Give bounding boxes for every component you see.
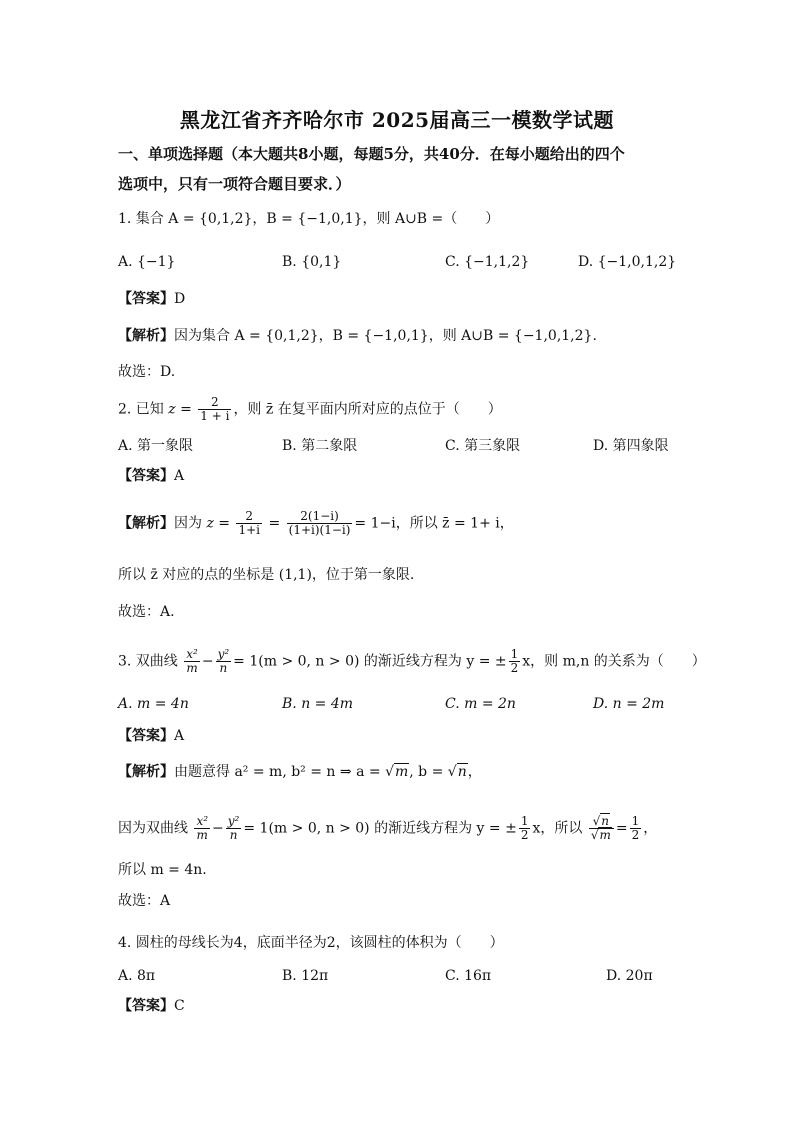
fraction-denominator: 2 — [510, 661, 519, 675]
q2-stem — [118, 396, 502, 423]
q3-option-c: C. m = 2n — [445, 696, 516, 712]
sqrt-m: √m — [385, 764, 409, 780]
analysis-label: 【解析】 — [118, 328, 174, 344]
q3-analysis — [118, 762, 482, 782]
q2-coordinate-line: 所以 z̄ 对应的点的坐标是 (1,1)，位于第一象限. — [118, 567, 415, 583]
fraction-numerator: 2 — [236, 510, 262, 524]
q3-line2-fraction-result — [630, 815, 642, 842]
fraction-numerator: 1 — [520, 814, 529, 828]
q1-conclusion: 故选：D. — [118, 364, 176, 380]
q3-stem-fraction-x — [184, 648, 200, 675]
section-header-line1: 一、单项选择题（本大题共8小题，每题5分，共40分．在每小题给出的四个 — [118, 145, 625, 163]
q3-stem-mid: = 1(m > 0, n > 0) 的渐近线方程为 y = ± — [233, 653, 507, 670]
q3-analysis-end: ， — [467, 764, 482, 780]
sqrt-radicand: n — [601, 814, 610, 828]
answer-label: 【答案】 — [118, 728, 174, 744]
analysis-label: 【解析】 — [118, 515, 174, 532]
q3-analysis-line2: 因为双曲线 $\frac{\text{x²}}{m}$ − $\frac{\text{y²}}{n}$ = 1(m > 0, n > 0) 的渐近线方程为 y = ± $\frac{1}{2}$ x，所以 $\frac{√n}{√m}$ = $\frac{1}{2}$ ， — [118, 814, 658, 842]
sqrt-radicand: m — [394, 764, 409, 780]
fraction-denominator: m — [186, 661, 198, 675]
q3-line2-fraction-x — [194, 815, 210, 842]
q3-analysis-pre: 由题意得 a² = m, b² = n ⇒ a = — [174, 764, 381, 780]
q3-option-a: A. m = 4n — [118, 696, 189, 712]
q2-conclusion: 故选：A. — [118, 604, 175, 620]
sqrt-radicand: m — [599, 828, 611, 842]
q3-stem-post: x，则 m,n 的关系为（ ） — [522, 653, 706, 670]
fraction-numerator: 1 — [510, 647, 519, 661]
fraction-numerator: y² — [217, 647, 230, 661]
q2-option-a: A. 第一象限 — [118, 438, 194, 454]
q2-analysis-post: = 1−i，所以 z̄ = 1+ i， — [354, 515, 514, 532]
q2-answer-value: A — [174, 468, 185, 484]
q1-analysis — [118, 326, 597, 346]
section-header-line2: 选项中，只有一项符合题目要求．） — [118, 175, 351, 193]
fraction-numerator: 2(1−i) — [287, 510, 353, 524]
q4-answer-value: C — [174, 998, 185, 1014]
q3-result-line: 所以 m = 4n. — [118, 862, 207, 878]
fraction-denominator: m — [196, 828, 208, 842]
fraction-denominator: n — [219, 661, 228, 675]
q3-line2-post: ， — [643, 820, 658, 837]
q2-stem-post: ，则 z̄ 在复平面内所对应的点位于（ ） — [233, 401, 502, 418]
q1-analysis-text: 因为集合 A = {0,1,2}，B = {−1,0,1}，则 A∪B = {−1,0,1,2}. — [174, 328, 597, 344]
fraction-numerator: 2 — [198, 396, 231, 410]
fraction-numerator: √n — [589, 815, 614, 829]
q2-analysis-fraction-2 — [287, 510, 353, 537]
fraction-numerator: x² — [196, 814, 209, 828]
q3-stem-fraction-half — [509, 648, 521, 675]
q2-analysis-fraction-1 — [236, 510, 262, 537]
fraction-denominator: 1+i — [238, 523, 260, 537]
q3-conclusion: 故选：A — [118, 893, 171, 909]
q4-option-b: B. 12π — [282, 968, 329, 984]
q2-answer — [118, 466, 184, 486]
answer-label: 【答案】 — [118, 468, 174, 484]
q1-answer-value: D — [174, 291, 186, 307]
q3-stem-pre: 3. 双曲线 — [118, 653, 178, 670]
q2-stem-var: z = — [168, 401, 192, 418]
q3-line2-mid2: x，所以 — [532, 820, 583, 837]
fraction-denominator: 2 — [520, 828, 529, 842]
q3-line2-fraction-y — [226, 815, 242, 842]
q3-stem-fraction-y — [216, 648, 232, 675]
q2-analysis-pre: 因为 — [174, 515, 202, 532]
q1-option-b: B. {0,1} — [282, 254, 342, 270]
fraction-numerator: x² — [186, 647, 198, 661]
q3-line2-pre: 因为双曲线 — [118, 820, 188, 837]
q1-option-a: A. {−1} — [118, 254, 176, 270]
fraction-denominator: √m — [590, 828, 611, 842]
page-title: 黑龙江省齐齐哈尔市 2025届高三一模数学试题 — [179, 108, 615, 132]
q1-option-c: C. {−1,1,2} — [445, 254, 530, 270]
fraction-denominator: (1+i)(1−i) — [288, 523, 351, 537]
fraction-denominator: 2 — [631, 828, 640, 842]
q4-option-a: A. 8π — [118, 968, 156, 984]
q2-option-d: D. 第四象限 — [593, 438, 669, 454]
q1-answer — [118, 289, 185, 309]
fraction-denominator: n — [229, 828, 238, 842]
q3-option-d: D. n = 2m — [593, 696, 665, 712]
q2-analysis-var: z = — [206, 515, 231, 532]
q3-answer-value: A — [174, 728, 185, 744]
q4-stem: 4. 圆柱的母线长为4，底面半径为2，该圆柱的体积为（ ） — [118, 935, 504, 951]
answer-label: 【答案】 — [118, 291, 174, 307]
q2-analysis: 【解析】因为 z = $\frac{2}{1+i}$ = $\frac{2(1-i)}{(1+i)(1-i)}$ = 1−i，所以 z̄ = 1+ i， — [118, 509, 514, 537]
q3-analysis-mid: , b = — [409, 764, 444, 780]
q2-option-b: B. 第二象限 — [282, 438, 358, 454]
q2-option-c: C. 第三象限 — [445, 438, 521, 454]
q4-option-d: D. 20π — [606, 968, 653, 984]
q4-answer — [118, 996, 185, 1016]
sqrt-radicand: n — [457, 764, 467, 780]
q3-line2-mid: = 1(m > 0, n > 0) 的渐近线方程为 y = ± — [243, 820, 517, 837]
sqrt-n: √n — [447, 764, 467, 780]
q1-option-d: D. {−1,0,1,2} — [578, 254, 677, 270]
answer-label: 【答案】 — [118, 998, 174, 1014]
q2-stem-pre: 2. 已知 — [118, 401, 164, 418]
analysis-label: 【解析】 — [118, 764, 174, 780]
fraction-denominator: 1 + i — [200, 409, 230, 423]
q3-answer — [118, 726, 184, 746]
fraction-numerator: y² — [227, 814, 240, 828]
fraction-numerator: 1 — [631, 814, 640, 828]
q3-option-b: B. n = 4m — [282, 696, 354, 712]
q3-stem: 3. 双曲线 $\frac{\text{x²}}{m}$ − $\frac{\text{y²}}{n}$ = 1(m > 0, n > 0) 的渐近线方程为 y = ± $\frac{1}{2}$ x，则 m,n 的关系为（ ） — [118, 647, 706, 675]
q2-stem-fraction — [198, 396, 231, 423]
q1-stem: 1. 集合 A = {0,1,2}，B = {−1,0,1}，则 A∪B =（ ） — [118, 211, 500, 227]
q3-line2-fraction-half — [519, 815, 531, 842]
q3-line2-fraction-sqrt — [589, 815, 614, 842]
q4-option-c: C. 16π — [445, 968, 492, 984]
